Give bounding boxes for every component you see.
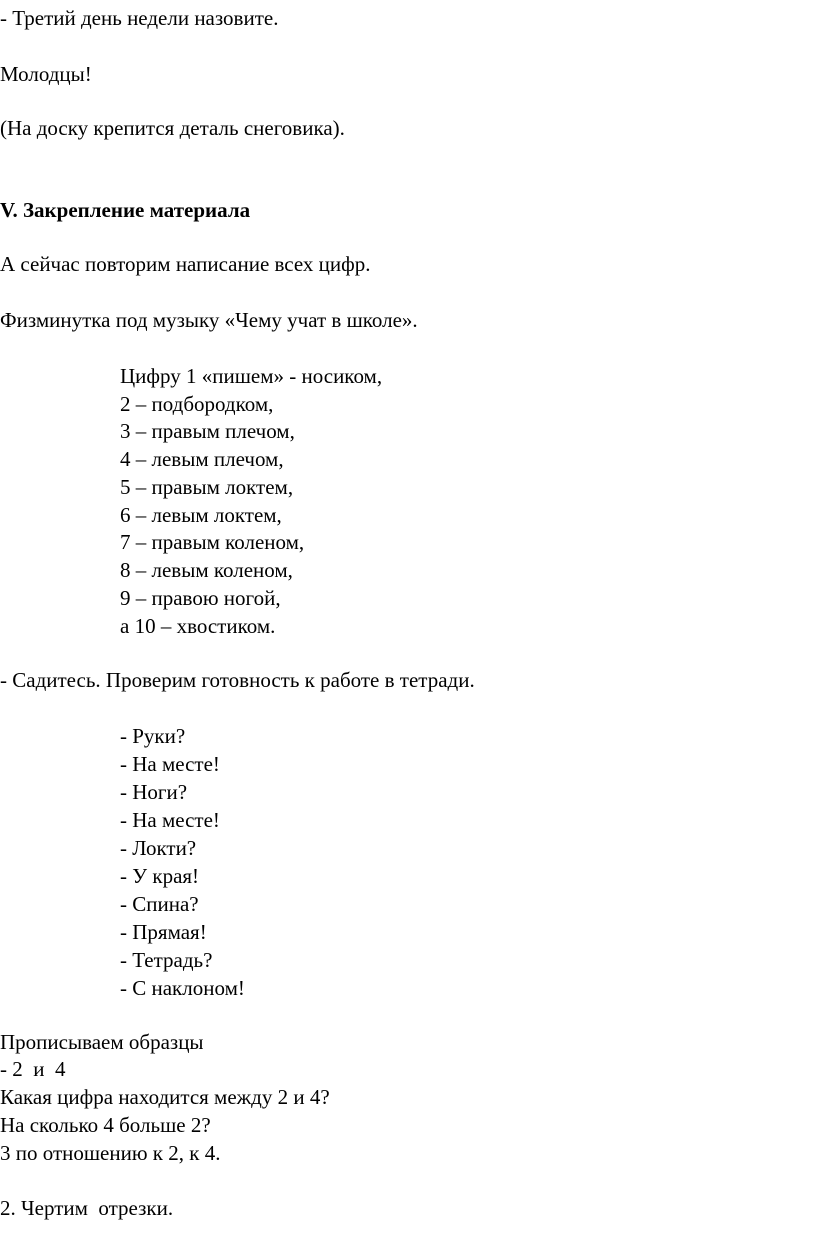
exercise-line: 6 – левым локтем,	[120, 503, 282, 527]
board-note: (На доску крепится деталь снеговика).	[0, 116, 345, 140]
check-intro: - Садитесь. Проверим готовность к работе в тетради.	[0, 668, 475, 692]
exercise-line: 4 – левым плечом,	[120, 447, 284, 471]
practice-line: Прописываем образцы	[0, 1030, 204, 1054]
exercise-line: 7 – правым коленом,	[120, 530, 305, 554]
exercise-line: 2 – подбородком,	[120, 392, 274, 416]
praise-line: Молодцы!	[0, 62, 92, 86]
dialogue-line: - Спина?	[120, 892, 199, 916]
exercise-line: а 10 – хвостиком.	[120, 614, 276, 638]
dialogue-line: - С наклоном!	[120, 976, 245, 1000]
dialogue-line: - Тетрадь?	[120, 948, 213, 972]
exercise-line: 3 – правым плечом,	[120, 419, 295, 443]
exercise-line: 5 – правым локтем,	[120, 475, 294, 499]
dialogue-line: - У края!	[120, 864, 200, 888]
exercise-line: 9 – правою ногой,	[120, 586, 281, 610]
intro-question: - Третий день недели назовите.	[0, 6, 279, 30]
next-step: 2. Чертим отрезки.	[0, 1196, 174, 1220]
dialogue-line: - На месте!	[120, 752, 220, 776]
lead-line: Физминутка под музыку «Чему учат в школе».	[0, 308, 418, 332]
exercise-line: Цифру 1 «пишем» - носиком,	[120, 364, 383, 388]
practice-line: На сколько 4 больше 2?	[0, 1113, 211, 1137]
dialogue-line: - Прямая!	[120, 920, 207, 944]
lead-line: А сейчас повторим написание всех цифр.	[0, 252, 371, 276]
dialogue-line: - Руки?	[120, 724, 186, 748]
practice-line: 3 по отношению к 2, к 4.	[0, 1141, 221, 1165]
practice-line: Какая цифра находится между 2 и 4?	[0, 1085, 330, 1109]
practice-line: - 2 и 4	[0, 1057, 66, 1081]
section-heading: V. Закрепление материала	[0, 198, 251, 222]
exercise-line: 8 – левым коленом,	[120, 558, 293, 582]
dialogue-line: - На месте!	[120, 808, 220, 832]
dialogue-line: - Локти?	[120, 836, 197, 860]
dialogue-line: - Ноги?	[120, 780, 188, 804]
